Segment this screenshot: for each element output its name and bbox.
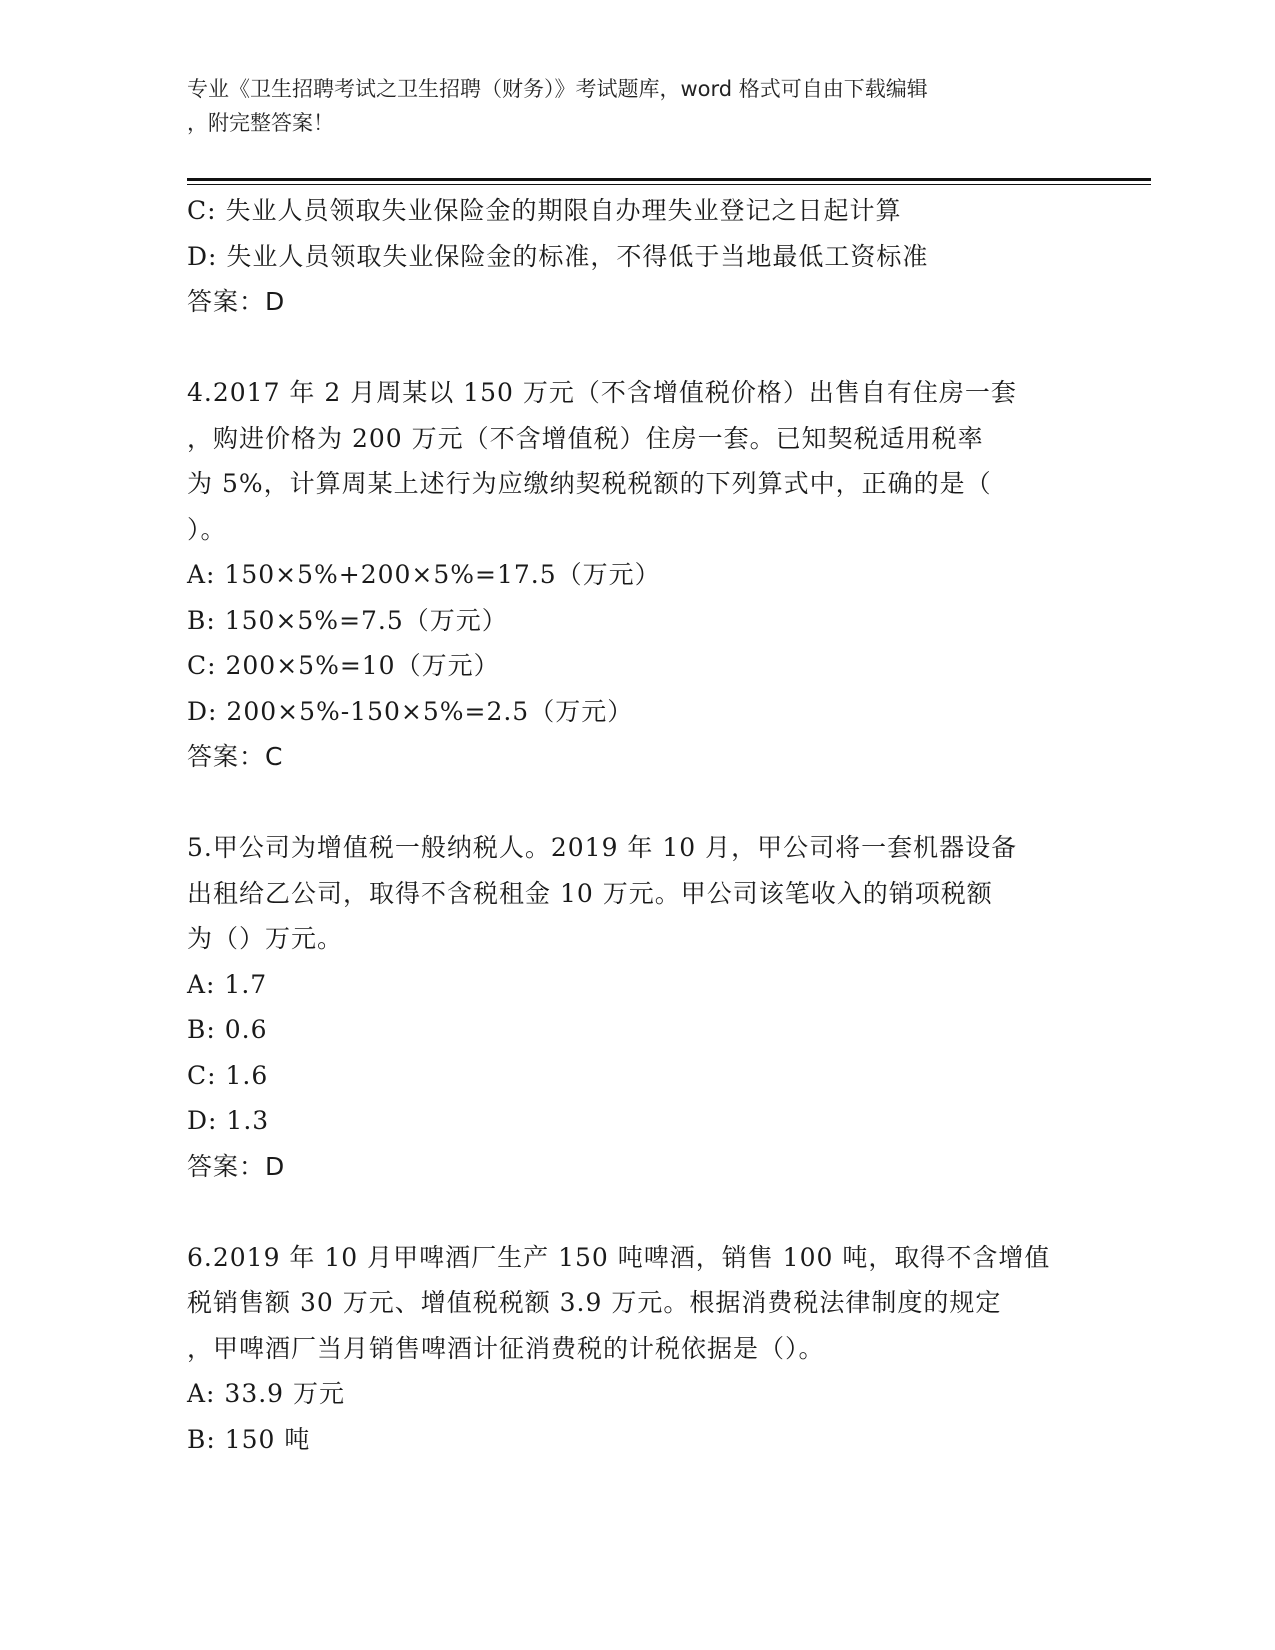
question-4 (187, 370, 1087, 780)
question-stem: ）。 (187, 514, 227, 544)
option-b: B: 0.6 (187, 1015, 268, 1044)
question-6 (187, 1235, 1087, 1463)
option-d: D: 失业人员领取失业保险金的标准，不得低于当地最低工资标准 (187, 241, 929, 271)
question-stem: ，购进价格为 200 万元（不含增值税）住房一套。已知契税适用税率 (187, 423, 984, 453)
header-rule-thick (187, 178, 1151, 181)
header-line: ，附完整答案！ (187, 111, 334, 135)
question-5 (187, 825, 1087, 1189)
question-stem: ，甲啤酒厂当月销售啤酒计征消费税的计税依据是（）。 (187, 1333, 825, 1363)
question-stem: 4.2017 年 2 月周某以 150 万元（不含增值税价格）出售自有住房一套 (187, 378, 1017, 407)
option-a: A: 150×5%+200×5%=17.5（万元） (187, 560, 661, 589)
option-a: A: 33.9 万元 (187, 1379, 346, 1408)
question-stem: 为（）万元。 (187, 924, 344, 953)
question-stem: 5.甲公司为增值税一般纳税人。2019 年 10 月，甲公司将一套机器设备 (187, 833, 1018, 862)
question-stem: 出租给乙公司，取得不含税租金 10 万元。甲公司该笔收入的销项税额 (187, 878, 993, 908)
option-d: D: 200×5%-150×5%=2.5（万元） (187, 696, 634, 726)
header-line: 专业《卫生招聘考试之卫生招聘（财务）》考试题库，word 格式可自由下载编辑 (187, 77, 928, 101)
option-a: A: 1.7 (187, 969, 268, 999)
question-stem: 6.2019 年 10 月甲啤酒厂生产 150 吨啤酒，销售 100 吨，取得不含增值 (187, 1242, 1051, 1272)
question-3-tail (187, 188, 1087, 325)
question-stem: 为 5%，计算周某上述行为应缴纳契税税额的下列算式中，正确的是（ (187, 469, 992, 498)
spacer (187, 325, 1087, 371)
answer: 答案：C (187, 742, 284, 771)
option-c: C: 失业人员领取失业保险金的期限自办理失业登记之日起计算 (187, 196, 902, 225)
option-b: B: 150 吨 (187, 1424, 311, 1454)
spacer (187, 1189, 1087, 1235)
question-stem: 税销售额 30 万元、增值税税额 3.9 万元。根据消费税法律制度的规定 (187, 1288, 1002, 1317)
answer: 答案：D (187, 287, 286, 316)
document-body (187, 188, 1087, 1462)
option-c: C: 1.6 (187, 1060, 269, 1090)
header-rule-thin (187, 184, 1151, 185)
option-d: D: 1.3 (187, 1106, 270, 1135)
option-b: B: 150×5%=7.5（万元） (187, 605, 508, 635)
option-c: C: 200×5%=10（万元） (187, 651, 500, 680)
document-header (187, 72, 1067, 140)
spacer (187, 780, 1087, 826)
answer: 答案：D (187, 1151, 286, 1181)
